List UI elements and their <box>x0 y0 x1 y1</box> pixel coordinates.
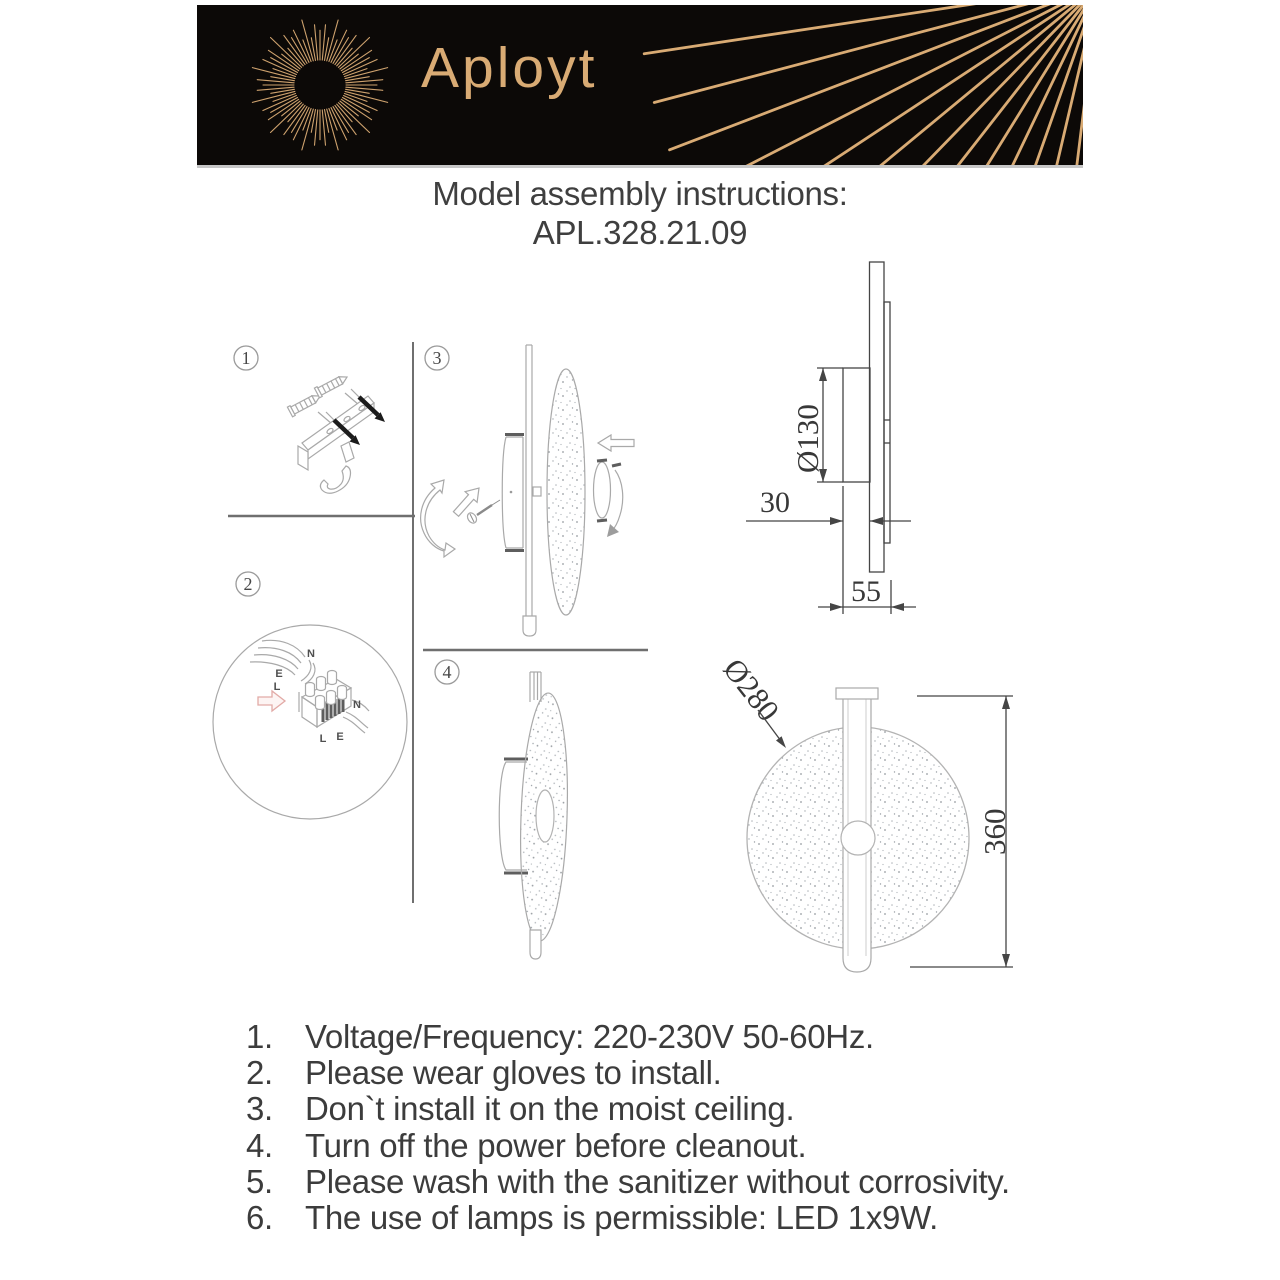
step-3-drawing <box>421 345 634 636</box>
retaining-ring <box>594 460 623 537</box>
list-item: 1. Voltage/Frequency: 220-230V 50-60Hz. <box>246 1018 874 1056</box>
wire-label-n2: N <box>353 699 361 711</box>
dim-shade-diameter: Ø280 <box>716 651 787 728</box>
bar-end-cap <box>523 616 536 636</box>
center-pin <box>533 487 541 496</box>
insert-arrow-icon <box>258 691 285 711</box>
wall-anchor-icon <box>314 372 349 398</box>
small-bracket-parts <box>320 442 354 493</box>
step-4-drawing <box>499 672 571 959</box>
wire-label-n: N <box>307 648 315 660</box>
wire-label-l: L <box>273 681 281 693</box>
mounting-bracket <box>298 396 374 470</box>
side-view-dimension-drawing <box>746 262 916 614</box>
front-view-dimension-drawing <box>716 652 1013 972</box>
step-1-drawing <box>287 372 385 493</box>
step-4-number: 4 <box>442 662 452 682</box>
list-item: 3. Don`t install it on the moist ceiling. <box>246 1090 795 1128</box>
center-hub <box>841 821 875 855</box>
glass-shade-edge <box>547 369 585 615</box>
step-3-number: 3 <box>432 348 442 368</box>
list-item: 2. Please wear gloves to install. <box>246 1054 722 1092</box>
step-2-drawing <box>213 625 407 819</box>
panel-dividers <box>228 342 648 903</box>
list-item: 6. The use of lamps is permissible: LED 1x9W. <box>246 1199 938 1237</box>
step-1-number: 1 <box>241 348 251 368</box>
bar-top-cap <box>836 688 878 699</box>
wire-label-e2: E <box>336 731 344 743</box>
wall-anchor-icon <box>287 391 322 417</box>
wire-label-e: E <box>275 668 283 680</box>
step-2-number: 2 <box>243 574 253 594</box>
list-item: 5. Please wash with the sanitizer without corrosivity. <box>246 1162 1010 1200</box>
dim-mount-diameter: Ø130 <box>790 404 825 473</box>
page-title: Model assembly instructions: <box>432 175 848 212</box>
model-number: APL.328.21.09 <box>532 214 748 251</box>
wire-label-l2: L <box>319 733 327 745</box>
dim-total-height: 360 <box>977 808 1012 855</box>
dim-total-depth: 55 <box>851 575 881 608</box>
insert-arrow-icon <box>453 488 479 516</box>
instruction-list <box>246 1019 1106 1236</box>
shade-center-lens <box>536 790 554 842</box>
dim-mount-depth: 30 <box>760 486 790 519</box>
mount-drum <box>502 435 524 551</box>
rotate-arrow-icon <box>421 480 455 557</box>
brand-wordmark: Aployt <box>421 36 598 100</box>
screw-icon <box>466 500 500 525</box>
slide-arrow-icon <box>598 435 634 451</box>
bar-bottom-tip <box>530 930 541 959</box>
list-item: 4. Turn off the power before cleanout. <box>246 1126 807 1164</box>
